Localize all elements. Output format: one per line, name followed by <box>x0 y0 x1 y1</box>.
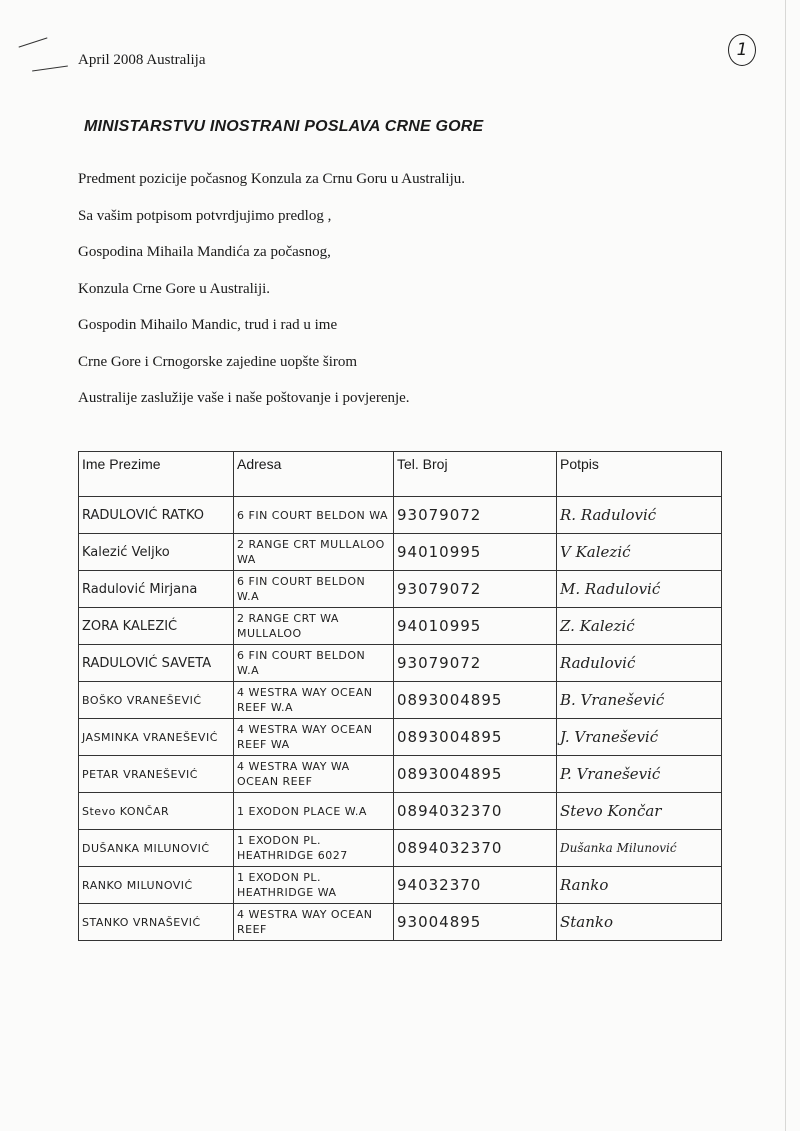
row-name: Kalezić Veljko <box>82 544 170 560</box>
row-phone: 0893004895 <box>397 690 503 709</box>
row-name: PETAR VRANEŠEVIĆ <box>82 767 198 781</box>
column-header-address: Adresa <box>234 452 394 497</box>
row-phone: 0894032370 <box>397 801 503 820</box>
row-phone: 0893004895 <box>397 727 503 746</box>
row-signature: B. Vranešević <box>560 690 665 709</box>
table-row <box>79 904 722 941</box>
row-name: STANKO VRNAŠEVIĆ <box>82 915 201 929</box>
document-title: MINISTARSTVU INOSTRANI POSLAVA CRNE GORE <box>84 118 484 135</box>
row-signature: Ranko <box>560 875 609 894</box>
table-row <box>79 793 722 830</box>
row-address: 1 EXODON PL. HEATHRIDGE 6027 <box>237 834 348 862</box>
row-name: DUŠANKA MILUNOVIĆ <box>82 841 210 855</box>
signature-table <box>78 451 722 941</box>
column-header-signature: Potpis <box>557 452 722 497</box>
letter-body <box>78 170 465 426</box>
row-signature: Z. Kalezić <box>560 616 635 635</box>
table-header-row <box>79 452 722 497</box>
row-name: JASMINKA VRANEŠEVIĆ <box>82 730 218 744</box>
body-line: Gospodina Mihaila Mandića za počasnog, <box>78 244 331 260</box>
row-name: RADULOVIĆ RATKO <box>82 507 205 523</box>
row-phone: 94010995 <box>397 542 482 561</box>
row-name: Radulović Mirjana <box>82 581 198 597</box>
row-name: ZORA KALEZIĆ <box>82 618 178 634</box>
row-signature: Stanko <box>560 912 614 931</box>
table-row <box>79 571 722 608</box>
table-row <box>79 682 722 719</box>
table-row <box>79 534 722 571</box>
row-name: RANKO MILUNOVIĆ <box>82 878 193 892</box>
row-phone: 94010995 <box>397 616 482 635</box>
row-address: 1 EXODON PLACE W.A <box>237 804 367 818</box>
row-signature: P. Vranešević <box>560 764 661 783</box>
row-signature: Radulović <box>560 653 636 672</box>
table-row <box>79 497 722 534</box>
table-row <box>79 867 722 904</box>
body-line: Predment pozicije počasnog Konzula za Crnu Goru u Australiju. <box>78 171 465 187</box>
row-name: RADULOVIĆ SAVETA <box>82 655 212 671</box>
body-line: Konzula Crne Gore u Australiji. <box>78 280 271 297</box>
row-phone: 93004895 <box>397 912 482 931</box>
row-signature: Stevo Končar <box>560 801 662 820</box>
row-address: 6 FIN COURT BELDON W.A <box>237 575 366 603</box>
body-line: Australije zaslužije vaše i naše poštovanje i povjerenje. <box>78 390 410 406</box>
row-name: BOŠKO VRANEŠEVIĆ <box>82 693 202 707</box>
row-address: 4 WESTRA WAY OCEAN REEF <box>237 908 373 936</box>
body-line: Crne Gore i Crnogorske zajedine uopšte širom <box>78 353 358 370</box>
row-phone: 93079072 <box>397 653 482 672</box>
table-row <box>79 830 722 867</box>
table-row <box>79 756 722 793</box>
row-address: 6 FIN COURT BELDON WA <box>237 508 389 522</box>
row-signature: R. Radulović <box>560 505 657 524</box>
row-address: 6 FIN COURT BELDON W.A <box>237 649 366 677</box>
row-signature: M. Radulović <box>560 579 661 598</box>
row-phone: 0893004895 <box>397 764 503 783</box>
column-header-phone: Tel. Broj <box>394 452 557 497</box>
page-edge <box>785 0 786 1131</box>
column-header-name: Ime Prezime <box>79 452 234 497</box>
row-phone: 94032370 <box>397 875 482 894</box>
table-row <box>79 608 722 645</box>
row-address: 2 RANGE CRT WA MULLALOO <box>237 612 339 640</box>
row-phone: 93079072 <box>397 579 482 598</box>
body-line: Gospodin Mihailo Mandic, trud i rad u ime <box>78 317 338 333</box>
row-address: 4 WESTRA WAY OCEAN REEF W.A <box>237 686 373 714</box>
row-address: 4 WESTRA WAY OCEAN REEF WA <box>237 723 373 751</box>
row-phone: 93079072 <box>397 505 482 524</box>
body-line: Sa vašim potpisom potvrdjujimo predlog , <box>78 207 332 224</box>
pen-mark <box>32 65 68 71</box>
row-signature: J. Vranešević <box>560 727 659 746</box>
row-phone: 0894032370 <box>397 838 503 857</box>
row-address: 4 WESTRA WAY WA OCEAN REEF <box>237 760 350 788</box>
row-address: 2 RANGE CRT MULLALOO WA <box>237 538 385 566</box>
row-name: Stevo KONČAR <box>82 804 170 818</box>
row-signature: Dušanka Milunović <box>560 840 677 855</box>
pen-mark <box>19 37 48 47</box>
table-row <box>79 719 722 756</box>
row-signature: V Kalezić <box>560 542 631 561</box>
row-address: 1 EXODON PL. HEATHRIDGE WA <box>237 871 337 899</box>
document-date: April 2008 Australija <box>78 52 206 68</box>
page-number: 1 <box>728 34 756 66</box>
table-row <box>79 645 722 682</box>
